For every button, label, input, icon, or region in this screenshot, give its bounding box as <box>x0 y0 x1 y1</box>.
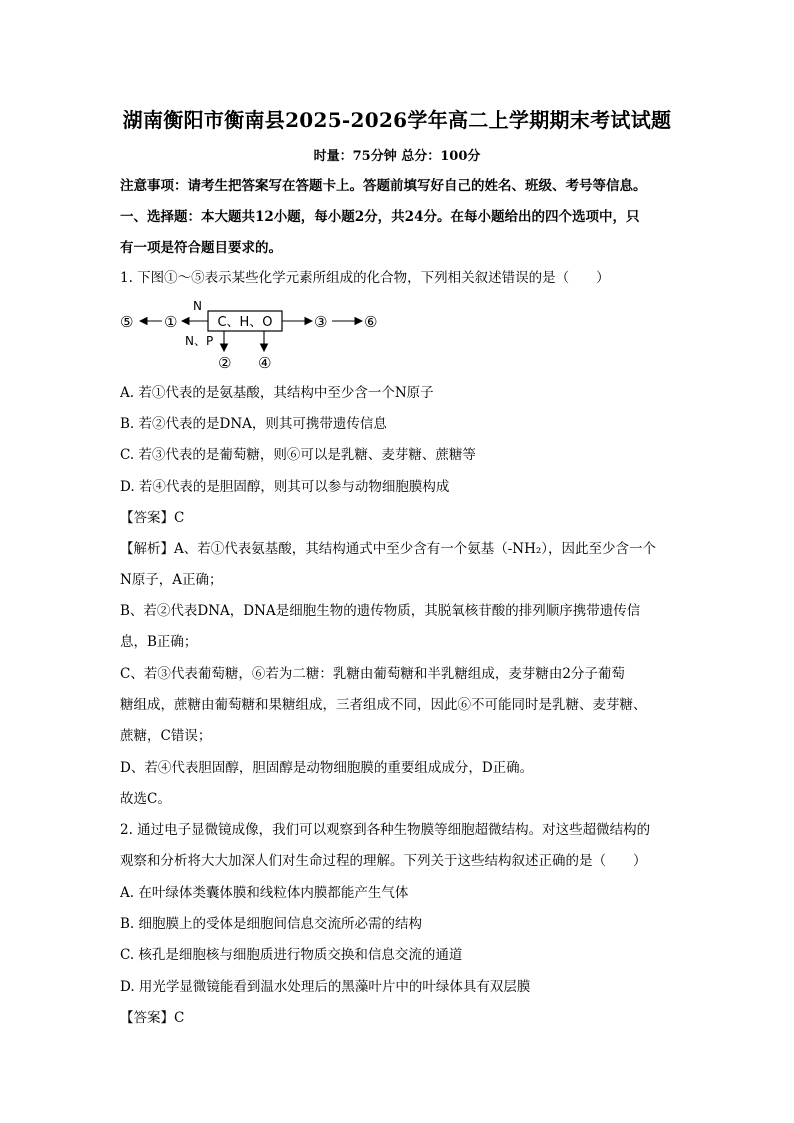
diagram-center-label: C、H、O <box>217 315 273 330</box>
q2-option-a: A. 在叶绿体类囊体膜和线粒体内膜都能产生气体 <box>120 885 409 901</box>
q1-analysis-line-7: 蔗糖，C错误； <box>120 728 212 744</box>
q2-answer: 【答案】C <box>120 1010 185 1026</box>
document-title: 湖南衡阳市衡南县2025-2026学年高二上学期期末考试试题 <box>122 108 672 132</box>
diagram-node-4: ④ <box>258 354 272 372</box>
diagram-node-6: ⑥ <box>364 313 378 331</box>
q1-analysis-line-4: 息，B正确； <box>120 634 198 650</box>
q1-analysis-line-1: 【解析】A、若①代表氨基酸，其结构通式中至少含有一个氨基（-NH₂），因此至少含一个 <box>120 541 657 557</box>
diagram-node-1: ① <box>164 313 178 331</box>
section-heading-line-2: 有一项是符合题目要求的。 <box>120 240 282 256</box>
q1-analysis-line-2: N原子，A正确； <box>120 572 223 588</box>
notice-text: 注意事项：请考生把答案写在答题卡上。答题前填写好自己的姓名、班级、考号等信息。 <box>120 178 647 194</box>
diagram-label-n: N <box>193 299 202 313</box>
q1-option-b: B. 若②代表的是DNA，则其可携带遗传信息 <box>120 416 387 432</box>
compound-diagram <box>118 296 398 374</box>
q2-stem-line-2: 观察和分析将大大加深人们对生命过程的理解。下列关于这些结构叙述正确的是（ ） <box>120 853 647 869</box>
q1-option-c: C. 若③代表的是葡萄糖，则⑥可以是乳糖、麦芽糖、蔗糖等 <box>120 447 476 463</box>
q1-option-d: D. 若④代表的是胆固醇，则其可以参与动物细胞膜构成 <box>120 479 450 495</box>
q1-analysis-line-3: B、若②代表DNA，DNA是细胞生物的遗传物质，其脱氧核苷酸的排列顺序携带遗传信 <box>120 603 641 619</box>
q2-option-d: D. 用光学显微镜能看到温水处理后的黑藻叶片中的叶绿体具有双层膜 <box>120 979 531 995</box>
q1-analysis-line-6: 糖组成，蔗糖由葡萄糖和果糖组成，三者组成不同，因此⑥不可能同时是乳糖、麦芽糖、 <box>120 697 647 713</box>
diagram-node-3: ③ <box>314 313 328 331</box>
diagram-node-5: ⑤ <box>120 313 134 331</box>
q1-analysis-line-8: D、若④代表胆固醇，胆固醇是动物细胞膜的重要组成成分，D正确。 <box>120 760 534 776</box>
q1-answer: 【答案】C <box>120 510 185 526</box>
q1-analysis-line-5: C、若③代表葡萄糖，⑥若为二糖：乳糖由葡萄糖和半乳糖组成，麦芽糖由2分子葡萄 <box>120 666 625 682</box>
q1-option-a: A. 若①代表的是氨基酸，其结构中至少含一个N原子 <box>120 385 434 401</box>
q1-conclusion: 故选C。 <box>120 791 171 807</box>
diagram-node-2: ② <box>218 354 232 372</box>
q2-option-c: C. 核孔是细胞核与细胞质进行物质交换和信息交流的通道 <box>120 947 463 963</box>
q2-stem-line-1: 2. 通过电子显微镜成像，我们可以观察到各种生物膜等细胞超微结构。对这些超微结构的 <box>120 822 651 838</box>
document-subtitle: 时量：75分钟 总分：100分 <box>313 149 481 164</box>
diagram-label-np: N、P <box>185 334 214 348</box>
q2-option-b: B. 细胞膜上的受体是细胞间信息交流所必需的结构 <box>120 916 423 932</box>
q1-stem: 1. 下图①～⑤表示某些化学元素所组成的化合物，下列相关叙述错误的是（ ） <box>120 270 610 286</box>
section-heading-line-1: 一、选择题：本大题共12小题，每小题2分，共24分。在每小题给出的四个选项中，只 <box>120 209 640 225</box>
